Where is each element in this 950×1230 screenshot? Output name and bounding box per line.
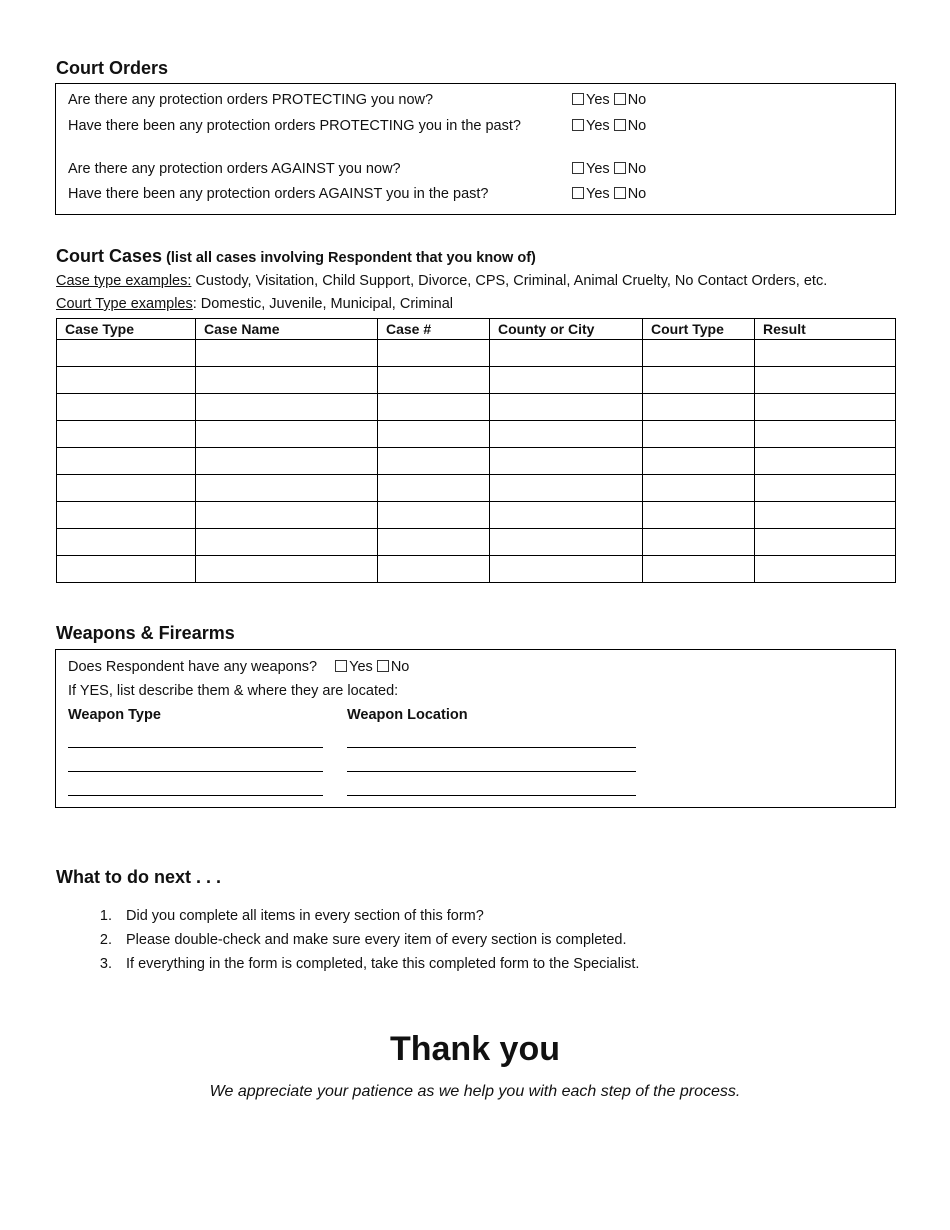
no-option[interactable]: No	[614, 161, 647, 177]
checkbox-icon[interactable]	[572, 187, 584, 199]
no-option[interactable]: No	[377, 659, 410, 675]
table-cell[interactable]	[378, 340, 490, 367]
table-cell[interactable]	[57, 421, 196, 448]
table-row	[57, 475, 896, 502]
step-text: If everything in the form is completed, take this completed form to the Specialist.	[126, 956, 640, 972]
table-row	[57, 340, 896, 367]
checkbox-icon[interactable]	[572, 93, 584, 105]
question-against-now: Are there any protection orders AGAINST you now?	[68, 161, 401, 177]
table-cell[interactable]	[378, 502, 490, 529]
table-cell[interactable]	[57, 502, 196, 529]
answer-protecting-now	[572, 92, 646, 108]
question-against-past: Have there been any protection orders AGAINST you in the past?	[68, 186, 489, 202]
table-cell[interactable]	[755, 529, 896, 556]
list-item	[56, 954, 639, 978]
table-row	[57, 421, 896, 448]
table-cell[interactable]	[196, 367, 378, 394]
table-cell[interactable]	[643, 529, 755, 556]
next-steps-heading: What to do next . . .	[56, 867, 221, 887]
appreciation-message: We appreciate your patience as we help you with each step of the process.	[209, 1083, 741, 1100]
weapon-type-line[interactable]	[68, 747, 323, 748]
table-cell[interactable]	[378, 529, 490, 556]
step-text: Please double-check and make sure every item of every section is completed.	[126, 932, 627, 948]
thank-you-heading: Thank you	[389, 1030, 561, 1068]
table-row	[57, 367, 896, 394]
weapons-heading: Weapons & Firearms	[56, 623, 235, 643]
court-cases-heading	[56, 246, 536, 267]
court-type-label: Court Type examples	[56, 296, 193, 312]
column-header-case-number: Case #	[378, 319, 490, 340]
case-type-label: Case type examples:	[56, 273, 192, 289]
weapon-location-line[interactable]	[347, 771, 636, 772]
table-cell[interactable]	[755, 340, 896, 367]
court-type-text: : Domestic, Juvenile, Municipal, Criminal	[192, 296, 454, 312]
step-text: Did you complete all items in every section of this form?	[126, 908, 484, 924]
no-option[interactable]: No	[614, 118, 647, 134]
table-cell[interactable]	[490, 529, 643, 556]
table-cell[interactable]	[57, 367, 196, 394]
weapon-type-line[interactable]	[68, 771, 323, 772]
step-number: 1.	[99, 908, 112, 924]
table-cell[interactable]	[196, 421, 378, 448]
yes-option[interactable]: Yes	[572, 186, 610, 202]
checkbox-icon[interactable]	[335, 660, 347, 672]
table-cell[interactable]	[755, 475, 896, 502]
court-cases-table	[56, 318, 896, 583]
table-row	[57, 556, 896, 583]
weapon-type-line[interactable]	[68, 795, 323, 796]
checkbox-icon[interactable]	[572, 119, 584, 131]
table-cell[interactable]	[57, 529, 196, 556]
column-header-court-type: Court Type	[643, 319, 755, 340]
question-protecting-past: Have there been any protection orders PROTECTING you in the past?	[68, 118, 521, 134]
table-cell[interactable]	[755, 502, 896, 529]
table-cell[interactable]	[643, 421, 755, 448]
question-protecting-now: Are there any protection orders PROTECTING you now?	[68, 92, 434, 108]
table-cell[interactable]	[490, 556, 643, 583]
table-cell[interactable]	[755, 394, 896, 421]
answer-protecting-past	[572, 118, 646, 134]
column-header-result: Result	[755, 319, 896, 340]
table-cell[interactable]	[755, 421, 896, 448]
checkbox-icon[interactable]	[614, 187, 626, 199]
court-cases-subtitle: (list all cases involving Respondent that you know of)	[166, 250, 536, 266]
table-cell[interactable]	[196, 529, 378, 556]
weapons-box	[55, 649, 896, 808]
yes-option[interactable]: Yes	[572, 161, 610, 177]
step-number: 2.	[99, 932, 112, 948]
table-cell[interactable]	[643, 475, 755, 502]
table-cell[interactable]	[57, 340, 196, 367]
table-row	[57, 529, 896, 556]
checkbox-icon[interactable]	[614, 119, 626, 131]
table-cell[interactable]	[643, 502, 755, 529]
table-cell[interactable]	[196, 556, 378, 583]
table-cell[interactable]	[643, 367, 755, 394]
case-type-text: Custody, Visitation, Child Support, Divorce, CPS, Criminal, Animal Cruelty, No Contact Orders, etc.	[191, 273, 828, 289]
table-cell[interactable]	[643, 394, 755, 421]
table-cell[interactable]	[490, 394, 643, 421]
table-cell[interactable]	[196, 340, 378, 367]
table-cell[interactable]	[755, 448, 896, 475]
checkbox-icon[interactable]	[614, 162, 626, 174]
table-cell[interactable]	[755, 367, 896, 394]
table-cell[interactable]	[57, 475, 196, 502]
table-cell[interactable]	[196, 448, 378, 475]
table-row	[57, 502, 896, 529]
table-cell[interactable]	[378, 448, 490, 475]
weapons-question-text: Does Respondent have any weapons?	[68, 659, 318, 675]
yes-option[interactable]: Yes	[572, 92, 610, 108]
table-cell[interactable]	[490, 367, 643, 394]
table-cell[interactable]	[378, 475, 490, 502]
yes-option[interactable]: Yes	[572, 118, 610, 134]
court-cases-title: Court Cases	[56, 246, 163, 266]
weapon-location-line[interactable]	[347, 795, 636, 796]
table-cell[interactable]	[643, 448, 755, 475]
no-option[interactable]: No	[614, 92, 647, 108]
table-cell[interactable]	[490, 475, 643, 502]
table-cell[interactable]	[490, 340, 643, 367]
table-cell[interactable]	[196, 475, 378, 502]
answer-against-past	[572, 186, 646, 202]
answer-against-now	[572, 161, 646, 177]
table-cell[interactable]	[378, 421, 490, 448]
table-row	[57, 394, 896, 421]
column-header-county-city: County or City	[490, 319, 643, 340]
weapon-location-line[interactable]	[347, 747, 636, 748]
list-item	[56, 906, 639, 930]
no-option[interactable]: No	[614, 186, 647, 202]
court-type-examples	[56, 296, 453, 312]
weapon-type-header: Weapon Type	[68, 707, 161, 723]
weapons-instruction: If YES, list describe them & where they are located:	[68, 683, 399, 699]
checkbox-icon[interactable]	[377, 660, 389, 672]
table-cell[interactable]	[490, 421, 643, 448]
table-cell[interactable]	[378, 367, 490, 394]
court-orders-box	[55, 83, 896, 215]
case-type-examples	[56, 273, 827, 289]
table-cell[interactable]	[57, 448, 196, 475]
table-cell[interactable]	[643, 340, 755, 367]
table-cell[interactable]	[643, 556, 755, 583]
weapons-question	[68, 659, 409, 675]
table-header-row	[57, 319, 896, 340]
table-row	[57, 448, 896, 475]
table-cell[interactable]	[196, 502, 378, 529]
checkbox-icon[interactable]	[614, 93, 626, 105]
next-steps-list	[56, 906, 639, 978]
list-item	[56, 930, 639, 954]
table-cell[interactable]	[378, 556, 490, 583]
table-cell[interactable]	[490, 502, 643, 529]
table-cell[interactable]	[57, 394, 196, 421]
table-cell[interactable]	[755, 556, 896, 583]
step-number: 3.	[99, 956, 112, 972]
weapon-location-header: Weapon Location	[347, 707, 468, 723]
column-header-case-name: Case Name	[196, 319, 378, 340]
column-header-case-type: Case Type	[57, 319, 196, 340]
table-cell[interactable]	[490, 448, 643, 475]
checkbox-icon[interactable]	[572, 162, 584, 174]
court-orders-heading: Court Orders	[56, 58, 169, 78]
table-cell[interactable]	[378, 394, 490, 421]
yes-option[interactable]: Yes	[335, 659, 373, 675]
table-cell[interactable]	[196, 394, 378, 421]
table-cell[interactable]	[57, 556, 196, 583]
